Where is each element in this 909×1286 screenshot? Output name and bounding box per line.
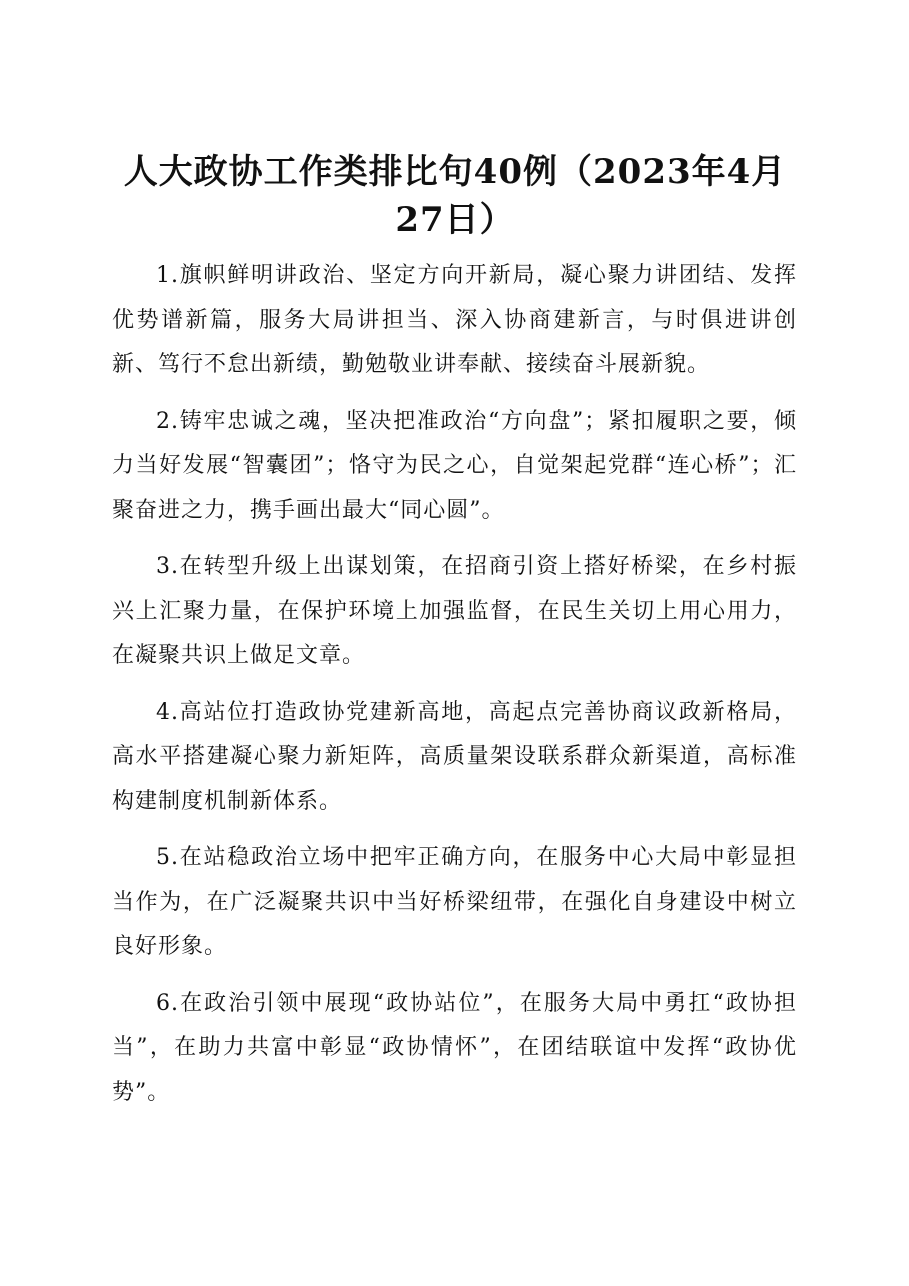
document-body xyxy=(112,254,797,1127)
document-title: 人大政协工作类排比句40例（2023年4月27日） xyxy=(123,152,787,240)
paragraph-1: 1.旗帜鲜明讲政治、坚定方向开新局，凝心聚力讲团结、发挥优势谱新篇，服务大局讲担当、深入协商建新言，与时俱进讲创新、笃行不怠出新绩，勤勉敬业讲奉献、接续奋斗展新貌。 xyxy=(112,263,797,377)
paragraph-5: 5.在站稳政治立场中把牢正确方向，在服务中心大局中彰显担当作为，在广泛凝聚共识中当好桥梁纽带，在强化自身建设中树立良好形象。 xyxy=(112,845,797,959)
paragraph-3: 3.在转型升级上出谋划策，在招商引资上搭好桥梁，在乡村振兴上汇聚力量，在保护环境上加强监督，在民生关切上用心用力，在凝聚共识上做足文章。 xyxy=(112,554,797,668)
paragraph-4: 4.高站位打造政协党建新高地，高起点完善协商议政新格局，高水平搭建凝心聚力新矩阵，高质量架设联系群众新渠道，高标准构建制度机制新体系。 xyxy=(112,699,797,814)
paragraph-2: 2.铸牢忠诚之魂，坚决把准政治“方向盘”；紧扣履职之要，倾力当好发展“智囊团”；恪守为民之心，自觉架起党群“连心桥”；汇聚奋进之力，携手画出最大“同心圆”。 xyxy=(112,408,797,523)
paragraph-6: 6.在政治引领中展现“政协站位”，在服务大局中勇扛“政协担当”，在助力共富中彰显“政协情怀”，在团结联谊中发挥“政协优势”。 xyxy=(112,990,797,1105)
